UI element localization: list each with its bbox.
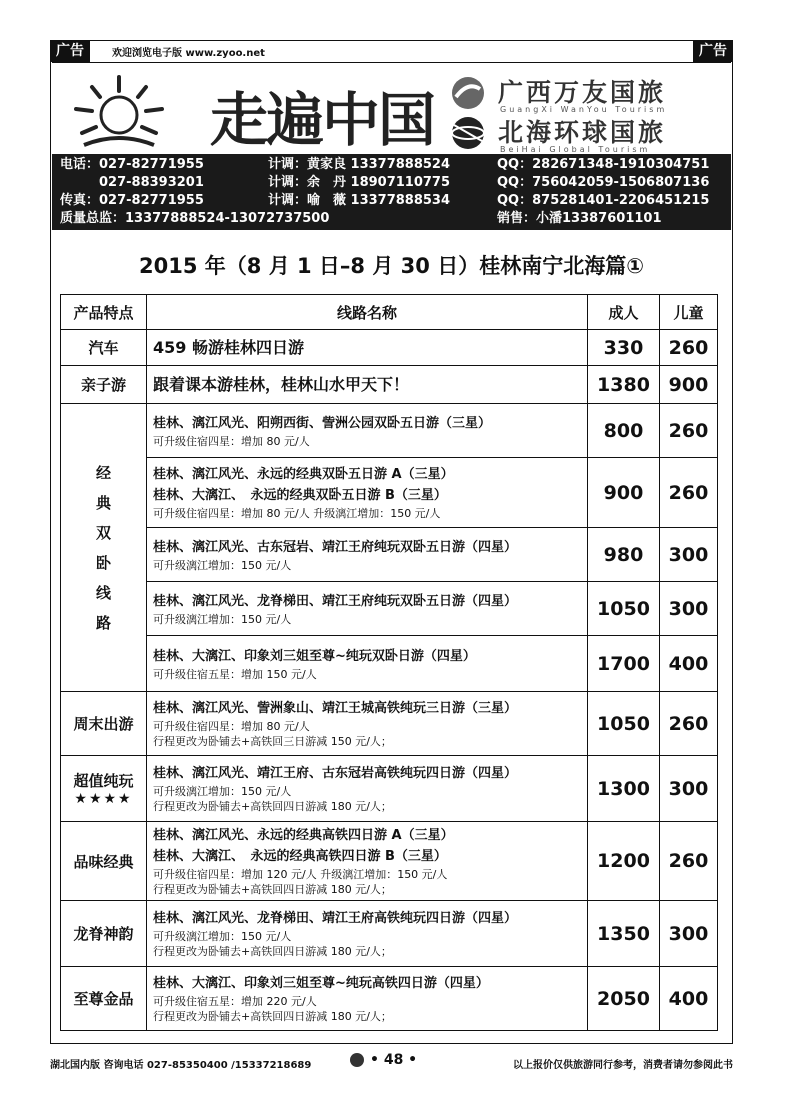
route-note: 可升级住宿五星：增加 150 元/人 <box>153 667 317 681</box>
route-name: 459 畅游桂林四日游 <box>153 338 304 357</box>
route-cell <box>147 636 588 692</box>
table-row <box>61 967 718 1031</box>
route-cell <box>147 582 588 636</box>
route-name: 桂林、漓江风光、龙脊梯田、靖江王府纯玩双卧五日游（四星） <box>153 593 518 609</box>
route-note: 可升级住宿四星：增加 80 元/人 <box>153 720 310 733</box>
route-name: 桂林、漓江风光、古东冠岩、靖江王府纯玩双卧五日游（四星） <box>153 539 518 555</box>
footer-disclaimer: 以上报价仅供旅游同行参考，消费者请勿参阅此书 <box>513 1060 733 1071</box>
adult-price: 900 <box>588 458 660 528</box>
contact-phone: 电话：027-82771955 <box>60 157 204 172</box>
route-cell <box>147 404 588 458</box>
route-cell <box>147 967 588 1031</box>
category-cell: 品味经典 <box>61 822 147 901</box>
route-name: 桂林、大漓江、 永远的经典双卧五日游 B（三星） <box>153 488 447 503</box>
category-cell: 亲子游 <box>61 366 147 404</box>
table-row <box>61 366 718 404</box>
route-name: 桂林、漓江风光、永远的经典高铁四日游 A（三星） <box>153 828 454 843</box>
table-row <box>61 330 718 366</box>
category-label: 经典双卧线路 <box>95 463 111 632</box>
route-name: 桂林、漓江风光、靖江王府、古东冠岩高铁纯玩四日游（四星） <box>153 766 518 781</box>
category-cell: 龙脊神韵 <box>61 901 147 967</box>
header-route: 线路名称 <box>147 295 588 330</box>
adult-price: 1050 <box>588 582 660 636</box>
contact-planner: 计调：黄家良 13377888524 <box>268 157 451 172</box>
table-header-row <box>61 295 718 330</box>
table-row <box>61 636 718 692</box>
table-row <box>61 582 718 636</box>
footer-contact: 湖北国内版 咨询电话 027-85350400 /15337218689 <box>50 1060 312 1071</box>
child-price: 260 <box>660 458 718 528</box>
contact-qq: QQ：875281401-2206451215 <box>497 193 710 208</box>
route-cell <box>147 458 588 528</box>
route-note: 行程更改为卧铺去+高铁回四日游减 180 元/人； <box>153 883 392 896</box>
adult-price: 1380 <box>588 366 660 404</box>
route-note: 行程更改为卧铺去+高铁回四日游减 180 元/人； <box>153 800 392 813</box>
child-price: 400 <box>660 636 718 692</box>
route-name: 桂林、漓江风光、龙脊梯田、靖江王府高铁纯玩四日游（四星） <box>153 911 518 926</box>
ad-label-left: 广告 <box>50 40 90 62</box>
child-price: 260 <box>660 404 718 458</box>
table-row <box>61 822 718 901</box>
ad-label-right: 广告 <box>693 40 733 62</box>
route-name: 桂林、漓江风光、訾洲象山、靖江王城高铁纯玩三日游（三星） <box>153 701 518 716</box>
header-child: 儿童 <box>660 295 718 330</box>
adult-price: 1350 <box>588 901 660 967</box>
contact-block <box>52 154 731 230</box>
route-note: 行程更改为卧铺去+高铁回四日游减 180 元/人； <box>153 945 392 958</box>
adult-price: 2050 <box>588 967 660 1031</box>
page-title: 2015 年（8 月 1 日–8 月 30 日）桂林南宁北海篇① <box>139 254 644 278</box>
category-cell: 至尊金品 <box>61 967 147 1031</box>
adult-price: 980 <box>588 528 660 582</box>
brand-name-1: 广西万友国旅 <box>498 78 667 107</box>
top-bar <box>50 40 733 62</box>
header-category: 产品特点 <box>61 295 147 330</box>
route-cell <box>147 528 588 582</box>
header-adult: 成人 <box>588 295 660 330</box>
contact-planner: 计调：余 丹 18907110775 <box>268 175 451 190</box>
route-note: 可升级漓江增加：150 元/人 <box>153 930 292 943</box>
brand-sub-2: BeiHai Global Tourism <box>500 145 651 154</box>
route-cell <box>147 692 588 756</box>
child-price: 260 <box>660 822 718 901</box>
star-rating: ★★★★ <box>74 791 133 807</box>
route-cell <box>147 756 588 822</box>
contact-quality: 质量总监：13377888524-13072737500 <box>60 211 330 226</box>
route-name: 桂林、漓江风光、阳朔西街、訾洲公园双卧五日游（三星） <box>153 415 492 431</box>
child-price: 260 <box>660 692 718 756</box>
route-note: 可升级漓江增加：150 元/人 <box>153 612 292 626</box>
brand-name-2: 北海环球国旅 <box>498 118 667 147</box>
child-price: 900 <box>660 366 718 404</box>
child-price: 300 <box>660 756 718 822</box>
route-note: 可升级住宿四星：增加 80 元/人 升级漓江增加：150 元/人 <box>153 507 441 520</box>
child-price: 260 <box>660 330 718 366</box>
contact-qq: QQ：756042059-1506807136 <box>497 175 710 190</box>
contact-row <box>60 210 730 228</box>
logo-text: 走遍中国 <box>210 86 435 154</box>
brand-block <box>450 71 730 154</box>
route-cell <box>147 330 588 366</box>
route-note: 可升级住宿五星：增加 220 元/人 <box>153 995 317 1008</box>
child-price: 300 <box>660 901 718 967</box>
table-row <box>61 692 718 756</box>
route-note: 可升级住宿四星：增加 120 元/人 升级漓江增加：150 元/人 <box>153 868 448 881</box>
table-row <box>61 756 718 822</box>
category-cell <box>61 756 147 822</box>
table-row <box>61 528 718 582</box>
route-cell <box>147 366 588 404</box>
category-cell: 周末出游 <box>61 692 147 756</box>
route-note: 可升级住宿四星：增加 80 元/人 <box>153 434 310 448</box>
adult-price: 1300 <box>588 756 660 822</box>
globe-logo-icon <box>450 115 486 151</box>
wanyou-logo-icon <box>450 75 486 111</box>
adult-price: 800 <box>588 404 660 458</box>
adult-price: 1200 <box>588 822 660 901</box>
price-table <box>60 294 718 1031</box>
adult-price: 1050 <box>588 692 660 756</box>
contact-qq: QQ：282671348-1910304751 <box>497 157 710 172</box>
route-note: 行程更改为卧铺去+高铁回三日游减 150 元/人； <box>153 735 392 748</box>
adult-price: 1700 <box>588 636 660 692</box>
header-banner <box>52 62 731 154</box>
contact-phone: 027-88393201 <box>60 175 204 190</box>
child-price: 300 <box>660 528 718 582</box>
contact-sales: 销售：小潘13387601101 <box>497 211 662 226</box>
route-note: 可升级漓江增加：150 元/人 <box>153 558 292 572</box>
category-cell: 汽车 <box>61 330 147 366</box>
sun-logo-icon <box>64 73 174 153</box>
welcome-text: 欢迎浏览电子版 www.zyoo.net <box>112 48 265 59</box>
child-price: 300 <box>660 582 718 636</box>
publisher-logo-icon <box>350 1053 364 1067</box>
category-label: 超值纯玩 <box>73 772 134 790</box>
route-name: 桂林、大漓江、印象刘三姐至尊~纯玩高铁四日游（四星） <box>153 976 489 991</box>
route-note: 行程更改为卧铺去+高铁回四日游减 180 元/人； <box>153 1010 392 1023</box>
table-row <box>61 404 718 458</box>
contact-fax: 传真：027-82771955 <box>60 193 204 208</box>
contact-planner: 计调：喻 薇 13377888534 <box>268 193 451 208</box>
footer <box>50 1052 733 1072</box>
route-name: 桂林、大漓江、印象刘三姐至尊~纯玩双卧日游（四星） <box>153 648 476 664</box>
page-number-text: • 48 • <box>370 1052 418 1068</box>
contact-row <box>60 156 730 174</box>
adult-price: 330 <box>588 330 660 366</box>
route-name: 跟着课本游桂林，桂林山水甲天下！ <box>153 375 410 394</box>
category-cell-vertical <box>61 404 147 692</box>
brand-sub-1: GuangXi WanYou Tourism <box>500 105 668 114</box>
route-name: 桂林、漓江风光、永远的经典双卧五日游 A（三星） <box>153 467 454 482</box>
route-name: 桂林、大漓江、 永远的经典高铁四日游 B（三星） <box>153 849 447 864</box>
page-number <box>350 1052 417 1068</box>
table-row <box>61 458 718 528</box>
contact-row <box>60 174 730 192</box>
route-cell <box>147 822 588 901</box>
child-price: 400 <box>660 967 718 1031</box>
contact-row <box>60 192 730 210</box>
route-note: 可升级漓江增加：150 元/人 <box>153 785 292 798</box>
route-cell <box>147 901 588 967</box>
table-row <box>61 901 718 967</box>
